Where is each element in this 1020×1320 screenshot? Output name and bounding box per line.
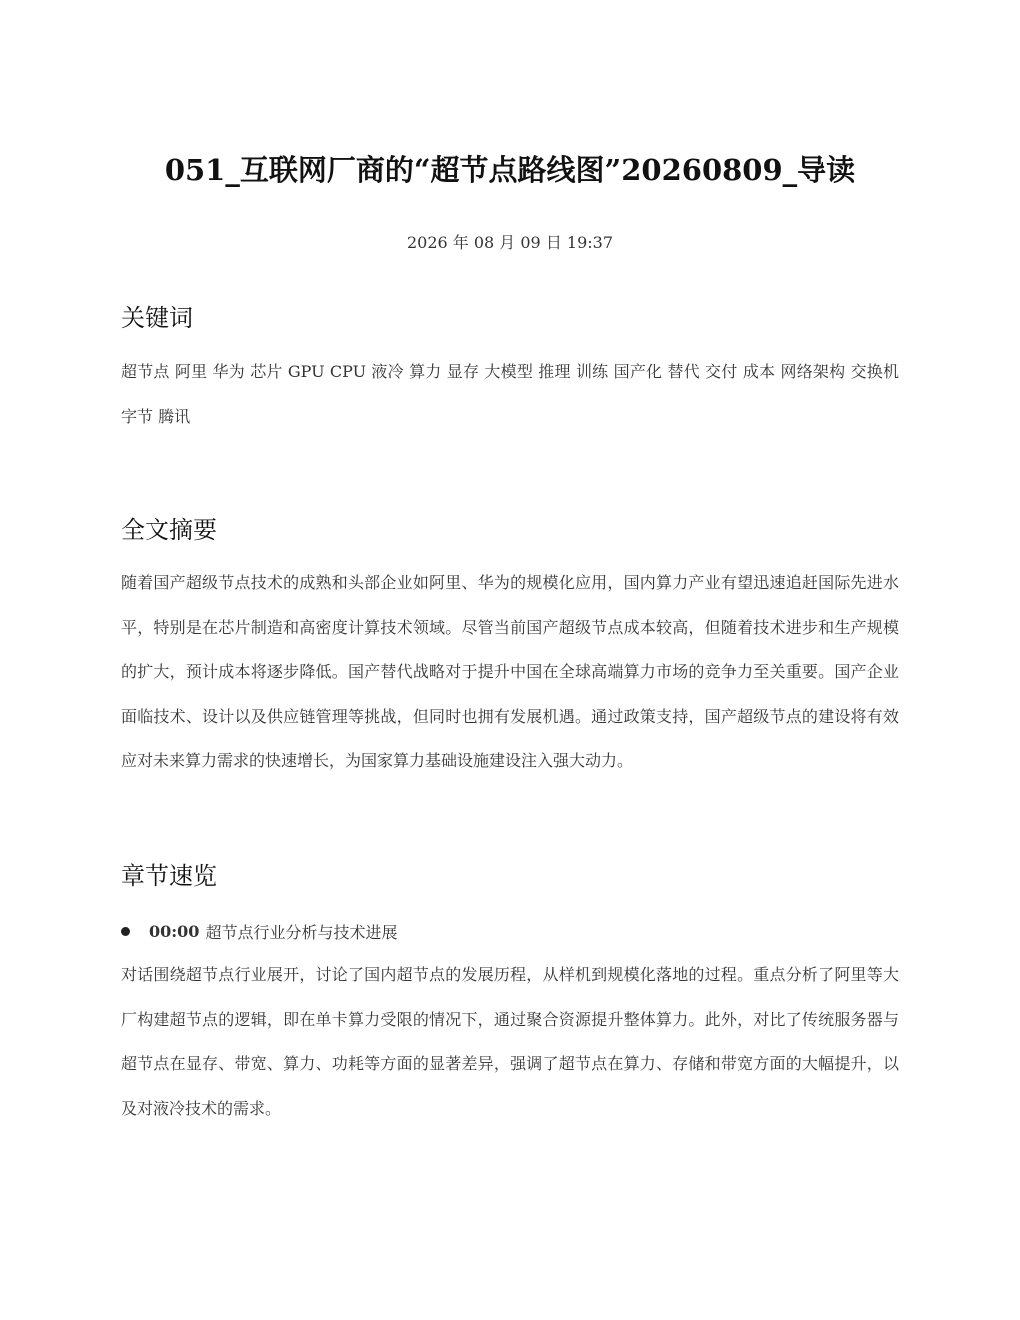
document-date: 2026 年 08 月 09 日 19:37 (406, 233, 614, 252)
summary-text: 随着国产超级节点技术的成熟和头部企业如阿里、华为的规模化应用，国内算力产业有望迅速追赶国际先进水平，特别是在芯片制造和高密度计算技术领域。尽管当前国产超级节点成本较高，但随着技术进步和生产规模的扩大，预计成本将逐步降低。国产替代战略对于提升中国在全球高端算力市场的竞争力至关重要。国产企业面临技术、设计以及供应链管理等挑战，但同时也拥有发展机遇。通过政策支持，国产超级节点的建设将有效应对未来算力需求的快速增长，为国家算力基础设施建设注入强大动力。 (121, 573, 899, 770)
chapter-title: 超节点行业分析与技术进展 (205, 922, 398, 942)
chapters-heading: 章节速览 (121, 862, 217, 890)
keywords-heading: 关键词 (121, 304, 193, 332)
chapter-time: 00:00 (149, 921, 200, 941)
chapter-text: 对话围绕超节点行业展开，讨论了国内超节点的发展历程，从样机到规模化落地的过程。重点分析了阿里等大厂构建超节点的逻辑，即在单卡算力受限的情况下，通过聚合资源提升整体算力。此外，对比了传统服务器与超节点在显存、带宽、算力、功耗等方面的显著差异，强调了超节点在算力、存储和带宽方面的大幅提升，以及对液冷技术的需求。 (121, 965, 899, 1118)
bullet-icon (121, 927, 130, 936)
keywords-text: 超节点 阿里 华为 芯片 GPU CPU 液冷 算力 显存 大模型 推理 训练 国产化 替代 交付 成本 网络架构 交换机 字节 腾讯 (121, 362, 899, 426)
document-title: 051_互联网厂商的“超节点路线图”20260809_导读 (164, 153, 856, 187)
chapter-item (121, 918, 397, 944)
summary-heading: 全文摘要 (121, 516, 217, 544)
